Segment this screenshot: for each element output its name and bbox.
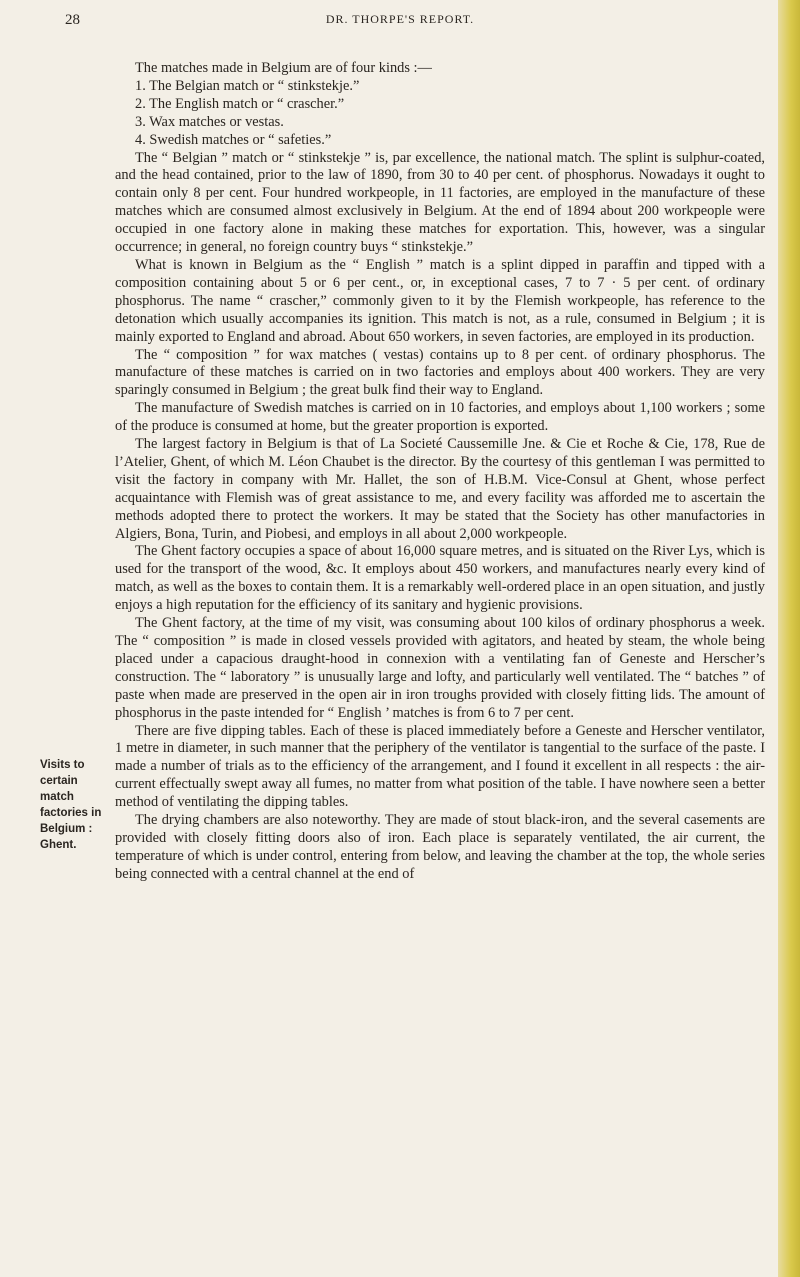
paragraph-largest-factory: The largest factory in Belgium is that of La Societé Caussemille Jne. & Cie et Roche & Cie, 178, Rue de l’Atelier, Ghent, of which M. Léon Chaubet is the director. By the courtesy of this gentleman I was permitted to visit the factory in company with Mr. Hallet, the son of H.B.M. Vice-Consul at Ghent, whose perfect acquaintance with Flemish was of great assistance to me, and every facility was afforded me to ascertain the methods adopted there to protect the workers. It may be stated that the Society has other manufactories in Algiers, Bona, Turin, and Piobesi, and employs in all about 2,000 workpeople.	[115, 436, 765, 542]
report-body	[115, 60, 765, 884]
paragraph-wax-matches: The “ composition ” for wax matches ( vestas) contains up to 8 per cent. of ordinary phosphorus. The manufacture of these matches is carried on in two factories and employs about 400 workers. They are very sparingly consumed in Belgium ; the great bulk find their way to England.	[115, 346, 765, 399]
paragraph-dipping-tables: There are five dipping tables. Each of these is placed immediately before a Geneste and Herscher ventilator, 1 metre in diameter, in such manner that the periphery of the ventilator is tangential to the surface of the paste. I made a number of trials as to the efficiency of the arrangement, and I found it excellent in all respects : the air-current effectually swept away all fumes, no matter from what position of the table. I have nowhere seen a better method of ventilating the dipping tables.	[115, 722, 765, 811]
paragraph-ghent-factory: The Ghent factory occupies a space of about 16,000 square metres, and is situated on the River Lys, which is used for the transport of the wood, &c. It employs about 450 workers, and manufactures nearly every kind of match, as well as the boxes to contain them. It is a remarkably well-ordered place in an open situation, and justly enjoys a high reputation for the efficiency of its sanitary and hygienic provisions.	[115, 543, 765, 614]
list-item: 1. The Belgian match or “ stinkstekje.”	[135, 77, 360, 94]
page-number: 28	[65, 12, 80, 28]
list-item: 2. The English match or “ crascher.”	[135, 95, 345, 112]
match-kinds-list	[115, 78, 765, 150]
paragraph-drying-chambers: The drying chambers are also noteworthy. They are made of stout black-iron, and the several casements are provided with closely fitting doors also of iron. Each place is separately ventilated, the air current, the temperature of which is under control, entering from below, and leaving the chamber at the top, the whole series being connected with a central channel at the end of	[115, 812, 765, 882]
list-item: 4. Swedish matches or “ safeties.”	[135, 131, 332, 148]
page-edge-shadow	[778, 0, 800, 1277]
paragraph-phosphorus-consumption: The Ghent factory, at the time of my visit, was consuming about 100 kilos of ordinary phosphorus a week. The “ composition ” is made in closed vessels provided with agitators, and heated by steam, the whole being placed under a capacious draught-hood in connexion with a ventilating fan of Geneste and Herscher’s construction. The “ laboratory ” is unusually large and lofty, and particularly well ventilated. The “ batches ” of paste when made are preserved in the open air in iron troughs provided with closely fitting lids. The amount of phosphorus in the paste intended for “ English ’ matches is from 6 to 7 per cent.	[115, 615, 765, 721]
list-item: 3. Wax matches or vestas.	[135, 113, 284, 130]
running-head: DR. THORPE'S REPORT.	[325, 12, 475, 26]
intro-line: The matches made in Belgium are of four kinds :—	[135, 60, 432, 76]
margin-note: Visits to certain match factories in Belgium : Ghent.	[40, 759, 102, 851]
paragraph-belgian-match: The “ Belgian ” match or “ stinkstekje ” is, par excellence, the national match. The splint is sulphur-coated, and the head contained, prior to the law of 1890, from 30 to 40 per cent. of phosphorus. Nowadays it ought to contain only 8 per cent. Four hundred workpeople, in 11 factories, are employed in the manufacture of these matches which are consumed almost exclusively in Belgium. At the end of 1894 about 200 workpeople were occupied in one factory alone in making these matches for exportation. This, however, was a singular occurrence; in general, no foreign country buys “ stinkstekje.”	[115, 149, 765, 256]
paragraph-english-match: What is known in Belgium as the “ English ” match is a splint dipped in paraffin and tipped with a composition containing about 5 or 6 per cent., or, in exceptional cases, 7 to 7 · 5 per cent. of ordinary phosphorus. The name “ crascher,” commonly given to it by the Flemish workpeople, has reference to the detonation which usually accompanies its ignition. This match is not, as a rule, consumed in Belgium ; it is mainly exported to England and abroad. About 650 workers, in seven factories, are employed in its production.	[115, 256, 765, 345]
paragraph-swedish-matches: The manufacture of Swedish matches is carried on in 10 factories, and employs about 1,100 workers ; some of the produce is consumed at home, but the greater proportion is exported.	[115, 400, 765, 435]
page-header	[0, 12, 800, 42]
